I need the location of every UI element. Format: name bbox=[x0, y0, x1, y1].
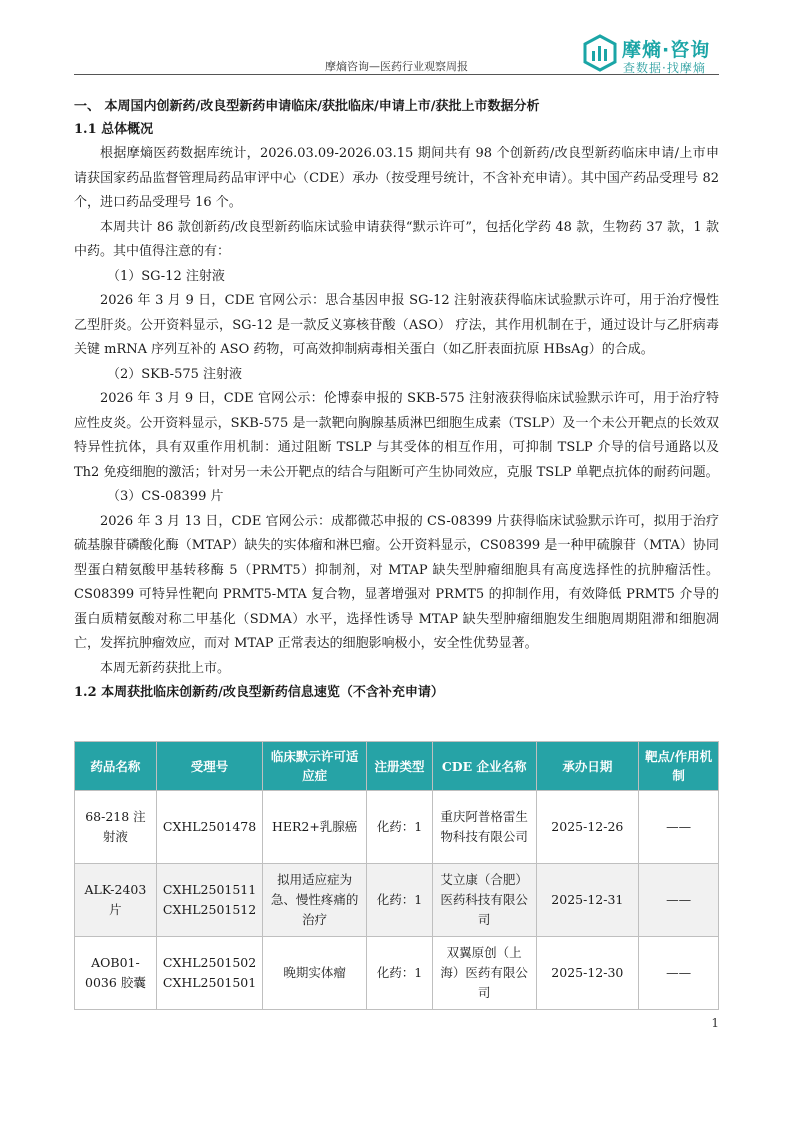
cell-date: 2025-12-30 bbox=[536, 937, 639, 1010]
company-logo bbox=[582, 34, 732, 74]
column-header: 临床默示许可适应症 bbox=[263, 742, 367, 791]
cell-target: —— bbox=[639, 791, 719, 864]
cell-indication: 拟用适应症为急、慢性疼痛的治疗 bbox=[263, 864, 367, 937]
cell-target: —— bbox=[639, 937, 719, 1010]
paragraph-no-approvals: 本周无新药获批上市。 bbox=[100, 660, 231, 676]
logo-mark-icon bbox=[582, 34, 618, 72]
drug-item-text: 2026 年 3 月 13 日，CDE 官网公示：成都微芯申报的 CS-08399 片获得临床试验默示许可，拟用于治疗硫基腺苷磷酸化酶（MTAP）缺失的实体瘤和淋巴瘤。公开资料显示，CS08399 是一种甲硫腺苷（MTA）协同型蛋白精氨酸甲基转移酶 5（PRMT5）抑制剂，对 MTAP 缺失型肿瘤细胞具有高度选择性的抗肿瘤活性。CS08399 可特异性靶向 PRMT5-MTA 复合物，显著增强对 PRMT5 的抑制作用，有效降低 PRMT5 介导的蛋白质精氨酸对称二甲基化（SDMA）水平，选择性诱导 MTAP 缺失型肿瘤细胞发生细胞周期阻滞和细胞凋亡，发挥抗肿瘤效应，而对 MTAP 正常表达的细胞影响极小，安全性优势显著。 bbox=[74, 513, 719, 651]
cell-date: 2025-12-26 bbox=[536, 791, 639, 864]
column-header: 注册类型 bbox=[367, 742, 433, 791]
column-header: 承办日期 bbox=[536, 742, 639, 791]
subsection-heading-table: 1.2 本周获批临床创新药/改良型新药信息速览（不含补充申请） bbox=[74, 685, 444, 700]
subsection-heading-overview: 1.1 总体概况 bbox=[74, 122, 154, 137]
logo-brand-text: 摩熵·咨询 bbox=[622, 39, 711, 61]
logo-slogan-text: 查数据·找摩熵 bbox=[623, 61, 706, 75]
cell-company: 重庆阿普格雷生物科技有限公司 bbox=[432, 791, 536, 864]
paragraph-statistics: 根据摩熵医药数据库统计，2026.03.09-2026.03.15 期间共有 98 个创新药/改良型新药临床申请/上市申请获国家药品监督管理局药品审评中心（CDE）承办（按受理号统计，不含补充申请）。其中国产药品受理号 82 个，进口药品受理号 16 个。 bbox=[74, 146, 719, 210]
cell-company: 双翼原创（上海）医药有限公司 bbox=[432, 937, 536, 1010]
cell-drug-name: ALK-2403 片 bbox=[75, 864, 157, 937]
cell-indication: HER2+乳腺癌 bbox=[263, 791, 367, 864]
report-body bbox=[74, 96, 719, 705]
approvals-table bbox=[74, 741, 719, 1010]
table-row bbox=[75, 937, 719, 1010]
cell-drug-name: AOB01-0036 胶囊 bbox=[75, 937, 157, 1010]
cell-drug-name: 68-218 注射液 bbox=[75, 791, 157, 864]
column-header: 药品名称 bbox=[75, 742, 157, 791]
table-row bbox=[75, 864, 719, 937]
drug-item-title: （3）CS-08399 片 bbox=[107, 489, 224, 504]
drug-item-title: （1）SG-12 注射液 bbox=[107, 268, 225, 284]
cell-registration-type: 化药：1 bbox=[367, 937, 433, 1010]
column-header: CDE 企业名称 bbox=[432, 742, 536, 791]
drug-item-text: 2026 年 3 月 9 日，CDE 官网公示：伦博泰申报的 SKB-575 注射液获得临床试验默示许可，用于治疗特应性皮炎。公开资料显示，SKB-575 是一款靶向胸腺基质淋巴细胞生成素（TSLP）及一个未公开靶点的长效双特异性抗体，具有双重作用机制：通过阻断 TSLP 与其受体的相互作用，可抑制 TSLP 介导的信号通路以及 Th2 免疫细胞的激活；针对另一未公开靶点的结合与阻断可产生协同效应，克服 TSLP 单靶点抗体的耐药问题。 bbox=[74, 391, 719, 480]
paragraph-approvals: 本周共计 86 款创新药/改良型新药临床试验申请获得“默示许可”，包括化学药 48 款，生物药 37 款，1 款中药。其中值得注意的有： bbox=[74, 219, 719, 259]
drug-item-title: （2）SKB-575 注射液 bbox=[107, 366, 243, 382]
cell-registration-type: 化药：1 bbox=[367, 791, 433, 864]
drug-item-text: 2026 年 3 月 9 日，CDE 官网公示：思合基因申报 SG-12 注射液获得临床试验默示许可，用于治疗慢性乙型肝炎。公开资料显示，SG-12 是一款反义寡核苷酸（ASO） 疗法，其作用机制在于，通过设计与乙肝病毒关键 mRNA 序列互补的 ASO 药物，可高效抑制病毒相关蛋白（如乙肝表面抗原 HBsAg）的合成。 bbox=[74, 293, 719, 357]
running-header: 摩熵咨询—医药行业观察周报 bbox=[325, 60, 468, 73]
page-number: 1 bbox=[711, 1016, 719, 1030]
cell-date: 2025-12-31 bbox=[536, 864, 639, 937]
cell-registration-type: 化药：1 bbox=[367, 864, 433, 937]
cell-acceptance-no: CXHL2501502 CXHL2501501 bbox=[156, 937, 262, 1010]
cell-indication: 晚期实体瘤 bbox=[263, 937, 367, 1010]
cell-target: —— bbox=[639, 864, 719, 937]
section-heading: 一、 本周国内创新药/改良型新药申请临床/获批临床/申请上市/获批上市数据分析 bbox=[74, 99, 540, 114]
column-header: 受理号 bbox=[156, 742, 262, 791]
table-row bbox=[75, 791, 719, 864]
column-header: 靶点/作用机制 bbox=[639, 742, 719, 791]
cell-company: 艾立康（合肥）医药科技有限公司 bbox=[432, 864, 536, 937]
cell-acceptance-no: CXHL2501478 bbox=[156, 791, 262, 864]
table-header-row bbox=[75, 742, 719, 791]
cell-acceptance-no: CXHL2501511 CXHL2501512 bbox=[156, 864, 262, 937]
